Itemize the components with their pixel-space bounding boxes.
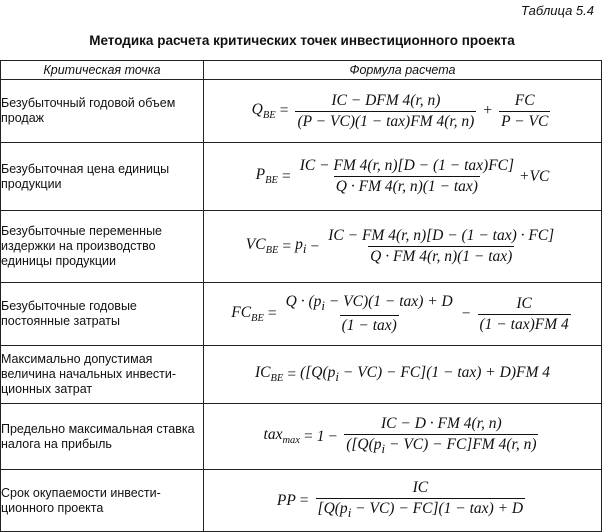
table-row: [1, 80, 602, 143]
row-label: Срок окупаемости инвести-ционного проекта: [1, 470, 204, 532]
header-row: [1, 61, 602, 80]
fraction: [326, 227, 556, 266]
denominator: Q · FM 4(r, n)(1 − tax): [370, 248, 513, 265]
row-label: Безубыточные годовые постоянные затраты: [1, 283, 204, 346]
header-formula: Формула расчета: [204, 61, 602, 80]
formula-cell: [204, 211, 602, 283]
fraction: [298, 157, 516, 196]
header-critical-point: Критическая точка: [1, 61, 204, 80]
formula-cell: [204, 80, 602, 143]
formula: $Q_{BE}$ = $\frac{\text{IC − DFM 4(r, n)}}{\text{(P − VC)(1 − tax)FM 4(r, n)}}$ + $\frac{FC}{P - VC}$: [251, 91, 549, 130]
numerator: IC − FM 4(r, n)[D − (1 − tax) · FC]: [328, 227, 555, 244]
denominator: (1 − tax)FM 4: [479, 315, 569, 333]
formula-cell: [204, 283, 602, 346]
table-caption: Таблица 5.4: [521, 3, 594, 18]
numerator: IC − FM 4(r, n)[D − (1 − tax)FC]: [299, 157, 515, 174]
denominator: (1 − tax): [341, 317, 397, 335]
formula-cell: [204, 470, 602, 532]
numerator: IC: [412, 479, 429, 497]
fraction: [316, 479, 526, 521]
formula-lhs: $Q_{BE}$: [251, 100, 276, 122]
table-row: [1, 404, 602, 470]
formula: $VC_{BE}$ = $p_i$ − $\frac{\text{IC − FM 4(r, n)[D − (1 − tax) · FC]}}{\text{Q · FM 4(r, n)(1 − tax)}}$: [245, 227, 555, 265]
row-label: Предельно максимальная ставка налога на прибыль: [1, 404, 204, 470]
formula: $P_{BE}$ = $\frac{\text{IC − FM 4(r, n)[D − (1 − tax)FC]}}{\text{Q · FM 4(r, n)(1 − tax)}}$ +VC: [255, 157, 550, 195]
numerator: $Q \cdot (p_i - VC)(1 - tax) + D$: [285, 292, 453, 314]
fraction: [344, 415, 538, 457]
fraction: [284, 293, 455, 335]
denominator: P − VC: [501, 112, 549, 130]
denominator: Q · FM 4(r, n)(1 − tax): [335, 178, 478, 195]
denominator: ($[Q(p_i - VC) - FC]FM$ 4(r, n): [346, 436, 537, 457]
numerator: FC: [514, 91, 535, 109]
denominator: $[Q(p_i - VC) - FC](1 - tax) + D$: [317, 500, 524, 521]
formula-cell: [204, 346, 602, 404]
table-title: Методика расчета критических точек инвестиционного проекта: [89, 33, 515, 48]
formula: $IC_{BE}$ = $([Q(p_i - VC) - FC](1 - tax) + D)FM$ 4: [255, 363, 550, 385]
numerator: IC − D · FM 4(r, n): [381, 415, 502, 433]
numerator: IC: [516, 294, 532, 312]
fraction: [499, 92, 550, 131]
table-row: [1, 211, 602, 283]
denominator: (P − VC)(1 − tax)FM 4(r, n): [297, 112, 475, 130]
formula-cell: [204, 143, 602, 211]
row-label: Безубыточные переменные издержки на производство единицы продукции: [1, 211, 204, 283]
numerator: IC − DFM 4(r, n): [331, 91, 441, 109]
table-row: [1, 143, 602, 211]
formula: PP = $\frac{IC}{[Q(p_i - VC) - FC](1 - tax) + D}$: [276, 479, 524, 521]
table-row: [1, 346, 602, 404]
row-label: Безубыточная цена единицы продукции: [1, 143, 204, 211]
fraction: [478, 295, 571, 334]
table-row: [1, 470, 602, 532]
fraction: [295, 92, 476, 131]
formula-cell: [204, 404, 602, 470]
row-label: Безубыточный годовой объем продаж: [1, 80, 204, 143]
formula: $FC_{BE}$ = $\frac{Q \cdot (p_i - VC)(1 - tax) + D}{\text{(1 − tax)}}$ − $\frac{IC}{\text{(1 − tax)FM 4}}$: [231, 292, 569, 335]
row-label: Максимально допустимая величина начальных инвести-ционных затрат: [1, 346, 204, 404]
table-row: [1, 283, 602, 346]
formula: tax$_{max}$ = 1 − $\frac{IC - D \cdot FM 4(r, n)}{([Q(p_i - VC) - FC]FM 4(r, n)}$: [263, 415, 537, 457]
critical-points-table: [0, 60, 602, 532]
